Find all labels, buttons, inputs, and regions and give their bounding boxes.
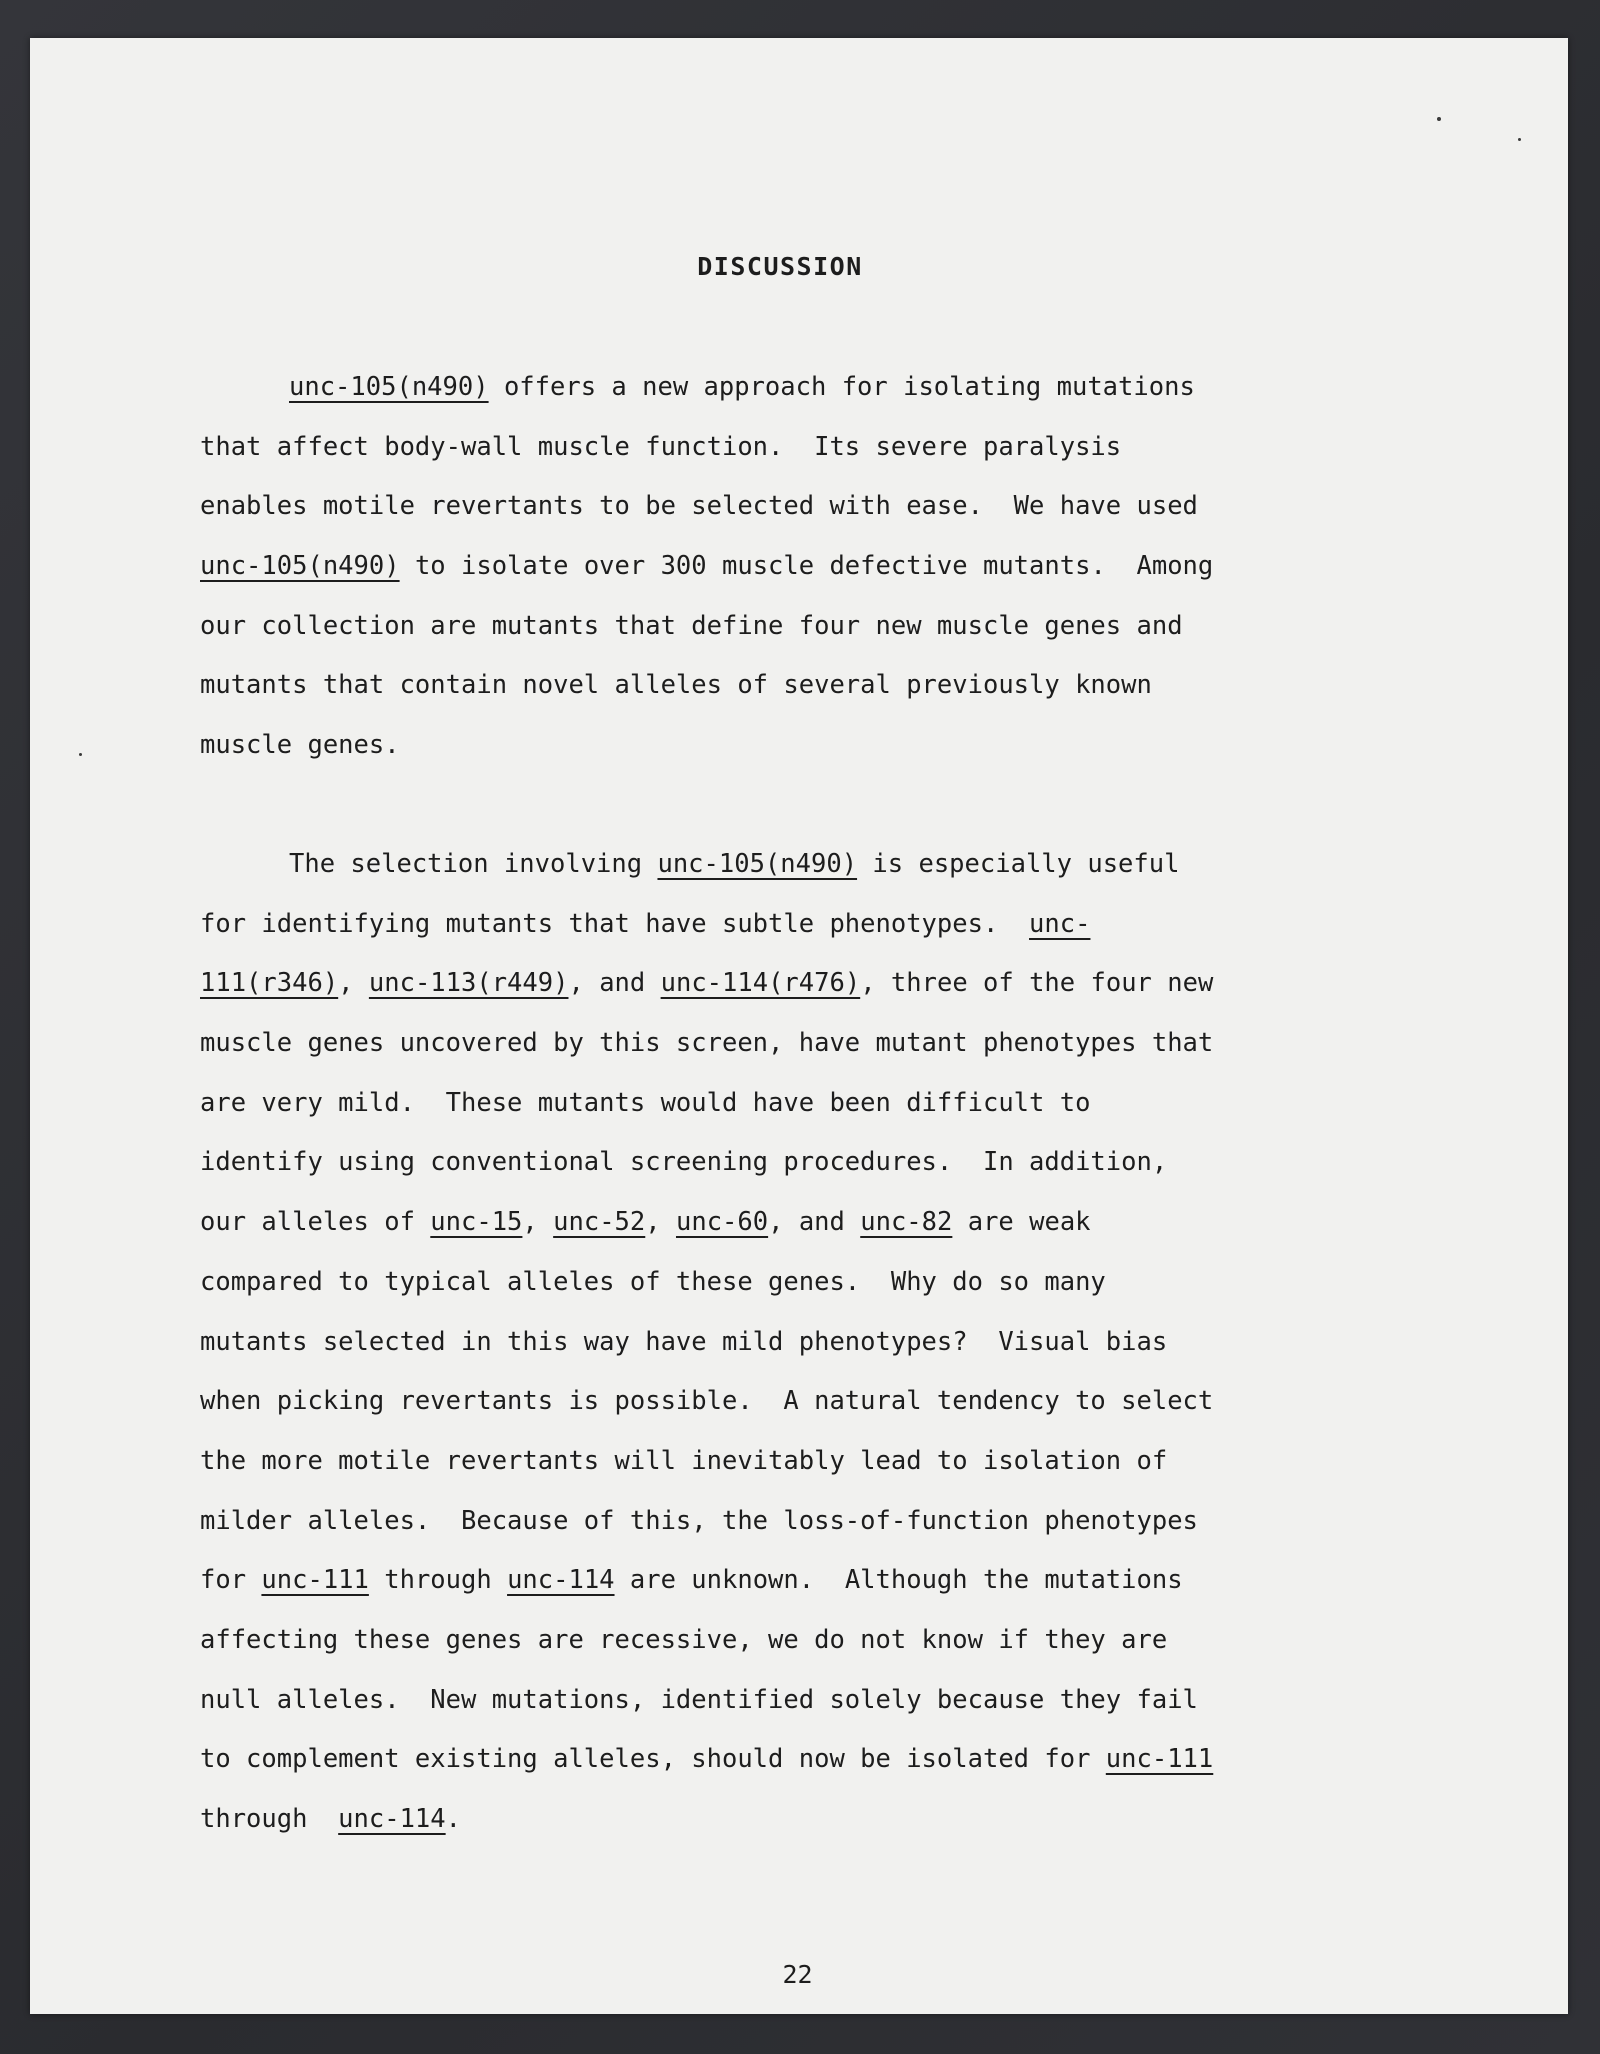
text-line — [200, 656, 1440, 716]
text-run: , — [522, 1207, 554, 1238]
text-line — [200, 835, 1440, 895]
text-line — [200, 1313, 1440, 1373]
dust-speck — [1437, 117, 1441, 121]
text-run: through — [200, 1804, 339, 1834]
text-run: are unknown. Although the mutations — [614, 1565, 1183, 1596]
text-line — [200, 1671, 1440, 1731]
gene-name: unc-114 — [507, 1565, 615, 1596]
text-run: enables motile revertants to be selected with ease. We have used — [200, 491, 1198, 522]
paragraph-1 — [200, 358, 1440, 776]
gene-name: 111(r346) — [200, 968, 339, 999]
text-line — [200, 1432, 1440, 1492]
text-line — [200, 1253, 1440, 1313]
text-run: , and — [568, 968, 661, 999]
paper-sheet — [30, 38, 1568, 2014]
gene-name: unc-60 — [675, 1207, 769, 1238]
dust-speck — [79, 753, 82, 756]
text-line — [200, 716, 1440, 776]
text-line — [200, 1074, 1440, 1134]
text-run: our alleles of — [200, 1207, 431, 1238]
text-run: offers a new approach for isolating mutations — [488, 372, 1195, 402]
text-run: mutants that contain novel alleles of several previously known — [200, 670, 1152, 701]
text-run: , — [645, 1207, 676, 1238]
text-line — [200, 1790, 1440, 1850]
text-run: for identifying mutants that have subtle phenotypes. — [200, 908, 1030, 939]
text-run: through — [368, 1565, 508, 1596]
section-heading: DISCUSSION — [697, 252, 863, 281]
text-line — [200, 1193, 1440, 1253]
text-run: affecting these genes are recessive, we do not know if they are — [200, 1624, 1168, 1655]
text-run: to isolate over 300 muscle defective mutants. Among — [399, 551, 1214, 582]
text-run: , and — [768, 1207, 861, 1238]
text-line — [200, 358, 1440, 418]
text-line — [200, 1014, 1440, 1074]
text-run: the more motile revertants will inevitably lead to isolation of — [200, 1445, 1168, 1476]
text-run: compared to typical alleles of these genes. Why do so many — [200, 1266, 1106, 1297]
gene-name: unc-105(n490) — [657, 849, 858, 879]
text-run: to complement existing alleles, should now be isolated for — [200, 1744, 1106, 1775]
text-run: are weak — [952, 1207, 1091, 1238]
text-run: milder alleles. Because of this, the loss-of-function phenotypes — [200, 1505, 1198, 1536]
text-run: , three of the four new — [860, 968, 1214, 999]
text-line — [200, 597, 1440, 657]
gene-name: unc-111 — [1105, 1744, 1214, 1775]
gene-name: unc-82 — [860, 1207, 953, 1238]
text-line — [200, 1492, 1440, 1552]
text-line — [200, 1551, 1440, 1611]
text-line — [200, 1611, 1440, 1671]
text-run: when picking revertants is possible. A natural tendency to select — [200, 1386, 1214, 1417]
text-run: our collection are mutants that define four new muscle genes and — [200, 610, 1183, 641]
gene-name: unc-114 — [338, 1804, 446, 1834]
gene-name: unc- — [1029, 908, 1091, 939]
text-line — [200, 537, 1440, 597]
gene-name: unc-114(r476) — [660, 968, 861, 999]
gene-name: unc-105(n490) — [289, 372, 489, 402]
dust-speck — [1518, 138, 1521, 141]
gene-name: unc-105(n490) — [200, 551, 400, 582]
text-run: that affect body-wall muscle function. Its severe paralysis — [200, 431, 1122, 462]
gene-name: unc-111 — [261, 1565, 369, 1596]
text-line — [200, 477, 1440, 537]
text-line — [200, 1133, 1440, 1193]
text-run: The selection involving — [289, 849, 658, 879]
gene-name: unc-52 — [553, 1207, 646, 1238]
text-run: muscle genes. — [200, 730, 400, 761]
paragraph-2 — [200, 835, 1440, 1850]
text-run: is especially useful — [857, 849, 1180, 879]
text-run: are very mild. These mutants would have been difficult to — [200, 1087, 1091, 1118]
text-run: , — [338, 968, 369, 999]
text-line — [200, 418, 1440, 478]
text-run: muscle genes uncovered by this screen, have mutant phenotypes that — [200, 1028, 1214, 1059]
gene-name: unc-15 — [430, 1207, 523, 1238]
text-line — [200, 1372, 1440, 1432]
text-line — [200, 1730, 1440, 1790]
text-run: identify using conventional screening procedures. In addition, — [200, 1147, 1168, 1178]
text-run: . — [445, 1804, 461, 1834]
text-line — [200, 895, 1440, 955]
text-run: for — [200, 1565, 262, 1596]
page-number: 22 — [782, 1960, 813, 1989]
text-run: mutants selected in this way have mild phenotypes? Visual bias — [200, 1326, 1168, 1357]
text-run: null alleles. New mutations, identified solely because they fail — [200, 1684, 1198, 1715]
text-line — [200, 954, 1440, 1014]
gene-name: unc-113(r449) — [368, 968, 569, 999]
